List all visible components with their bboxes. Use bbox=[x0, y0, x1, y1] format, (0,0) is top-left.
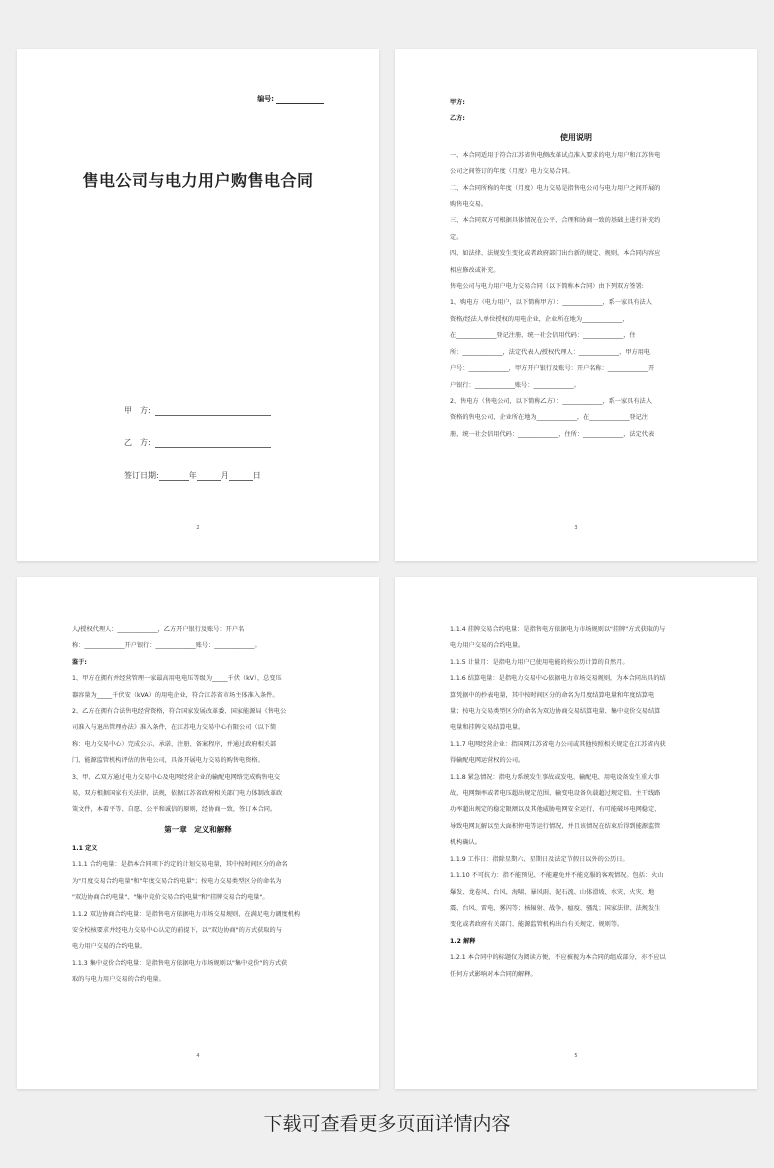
contract-title: 售电公司与电力用户购售电合同 bbox=[82, 171, 314, 190]
text-line: 资格/经法人单位授权的用电企业，企业所在地为_____________， bbox=[450, 315, 629, 323]
text-line: 1.1.7 电网经营企业：指国网江苏省电力公司或其他按照相关规定在江苏省内获 bbox=[450, 740, 666, 748]
text-line: 2、乙方在拥有合法售电经营资格，符合国家发展改革委、国家能源局《售电公 bbox=[72, 708, 287, 716]
day-label: 日 bbox=[252, 471, 261, 480]
year-blank bbox=[159, 480, 189, 481]
text-line: 资格的售电公司，企业所在地为_____________，在_____________登记注 bbox=[450, 414, 648, 422]
month-blank bbox=[197, 480, 221, 481]
sign-date-label: 签订日期: bbox=[124, 471, 159, 480]
page-number: 5 bbox=[574, 1053, 578, 1059]
page-4-body bbox=[72, 622, 324, 989]
text-line: 1、甲方在拥有并经营管理一家最高用电电压等级为_____千伏（kV），总变压 bbox=[72, 675, 282, 683]
page-2 bbox=[17, 49, 379, 561]
text-line: 在_____________登记注册，统一社会信用代码：_____________，住 bbox=[450, 332, 636, 340]
text-line: 机构确认。 bbox=[450, 839, 481, 847]
text-line: 变化或者政府有关部门、能源监管机构出台有关规定、规则等。 bbox=[450, 921, 624, 929]
text-line: 户银行：_____________账号：_____________。 bbox=[450, 381, 580, 389]
section-heading: 第一章 定义和解释 bbox=[164, 824, 232, 834]
year-label: 年 bbox=[188, 471, 197, 480]
text-line: 1.1.6 结算电量：是指电力交易中心依据电力市场交易规则，为本合同出具的结 bbox=[450, 675, 666, 683]
month-label: 月 bbox=[220, 471, 229, 480]
party-b-blank bbox=[155, 447, 271, 448]
text-line: 司准入与退出管理办法》准入条件，在江苏电力交易中心有限公司（以下简 bbox=[72, 724, 277, 732]
text-line: 取的与电力用户交易的合约电量。 bbox=[72, 976, 165, 984]
text-line: 功率超出规定的稳定限额以及其他威胁电网安全运行，有可能破坏电网稳定、 bbox=[450, 806, 661, 814]
text-line: 定。 bbox=[450, 233, 463, 241]
text-line: 1.2.1 本合同中的标题仅为阅读方便，不应被视为本合同的组成部分，亦不应以 bbox=[450, 954, 666, 962]
text-line: 公司之间签订的年度（月度）电力交易合同。 bbox=[450, 168, 574, 176]
text-line: 三、本合同双方可根据具体情况在公平、合理和协商一致的基础上进行补充约 bbox=[450, 217, 661, 225]
section-heading: 使用说明 bbox=[560, 132, 592, 142]
text-line: 电力用户交易的合约电量。 bbox=[450, 642, 525, 650]
party-a-row bbox=[124, 405, 271, 416]
party-a-label: 甲 方: bbox=[124, 406, 151, 415]
text-line: 甲方: bbox=[450, 99, 465, 106]
party-a-blank bbox=[155, 415, 271, 416]
text-line: 二、本合同所称的年度（月度）电力交易是指售电公司与电力用户之间开展的 bbox=[450, 184, 661, 192]
party-b-row bbox=[124, 437, 271, 448]
text-line: 1.2 解释 bbox=[450, 937, 476, 945]
text-line: 易，双方根据国家有关法律、法规，依据江苏省政府相关部门电力体制改革政 bbox=[72, 790, 283, 798]
text-line: 1.1.4 挂牌交易合约电量：是指售电方依据电力市场规则以"挂牌"方式获取的与 bbox=[450, 626, 666, 633]
text-line: 1.1.5 计量月：是指电力用户已使用电能的按公历计算的自然月。 bbox=[450, 658, 629, 666]
text-line: 故，电网频率或者电压超出规定范围、输变电设备负载超过规定值、主干线路 bbox=[450, 790, 661, 798]
text-line: 1.1.1 合约电量：是指本合同项下约定的计划交易电量，其中按时间区分的命名 bbox=[72, 861, 288, 869]
text-line: 任何方式影响对本合同的解释。 bbox=[450, 970, 537, 978]
serial-number bbox=[257, 94, 324, 104]
serial-blank bbox=[276, 103, 324, 104]
text-line: 为"月度交易合约电量"和"年度交易合约电量"；按电力交易类型区分的命名为 bbox=[72, 877, 282, 885]
text-line: 1.1.8 紧急情况：指电力系统发生事故或发电、输配电、用电设备发生重大事 bbox=[450, 773, 660, 781]
page-number: 3 bbox=[574, 525, 578, 531]
page-3-body bbox=[450, 95, 702, 443]
text-line: 爆发、龙卷风、台风、海啸、暴风雨、泥石流、山体滑坡、水灾、火灾、地 bbox=[450, 888, 655, 896]
text-line: 人/授权代理人：_____________，乙方开户银行及账号：开户名 bbox=[72, 626, 245, 633]
text-line: 1.1.2 双边协商合约电量：是指售电方依据电力市场交易规则，在满足电力调度机构 bbox=[72, 910, 301, 918]
text-line: 安全校核要求并经电力交易中心认定的前提下，以"双边协商"的方式获取的与 bbox=[72, 926, 282, 934]
text-line: 一、本合同适用于符合江苏省售电侧改革试点准入要求的电力用户和江苏售电 bbox=[450, 151, 661, 159]
sign-date-row bbox=[124, 470, 261, 481]
text-line: 得输配电网运营权的公司。 bbox=[450, 757, 525, 765]
page-3 bbox=[395, 49, 757, 561]
text-line: 器容量为_____千伏安（kVA）的用电企业，符合江苏省市场主体准入条件。 bbox=[72, 691, 279, 699]
text-line: 量；按电力交易类型区分的命名为双边协商交易结算电量、集中竞价交易结算 bbox=[450, 708, 661, 716]
text-line: 售电公司与电力用户电力交易合同（以下简称本合同）由下列双方签署: bbox=[450, 283, 644, 291]
text-line: 震、台风、雷电、雾闪等；核辐射、战争、瘟疫、骚乱；国家法律、法规发生 bbox=[450, 904, 661, 912]
text-line: 策文件，本着平等、自愿、公平和诚信的原则，经协商一致，签订本合同。 bbox=[72, 806, 277, 814]
text-line: 四、如法律、法规发生变化或者政府部门出台新的规定、规则，本合同内容应 bbox=[450, 250, 661, 258]
text-line: 所：_____________，法定代表人/授权代理人：_____________，甲方用电 bbox=[450, 348, 651, 356]
text-line: 户号：_____________，甲方开户银行及账号：开户名称：_____________开 bbox=[450, 365, 655, 373]
text-line: 1.1 定义 bbox=[72, 844, 98, 852]
page-5 bbox=[395, 577, 757, 1089]
text-line: 1、购电方（电力用户，以下简称甲方）：_____________，系一家具有法人 bbox=[450, 299, 652, 307]
text-line: 相应修改或补充。 bbox=[450, 266, 500, 274]
text-line: 鉴于: bbox=[72, 658, 87, 666]
text-line: 导致电网瓦解以至大面积停电等运行情况，并且该情况在结束后得到能源监管 bbox=[450, 822, 661, 830]
text-line: 2、售电方（售电公司，以下简称乙方）：_____________，系一家具有法人 bbox=[450, 397, 652, 405]
day-blank bbox=[229, 480, 253, 481]
text-line: 1.1.9 工作日：指除星期六、星期日及法定节假日以外的公历日。 bbox=[450, 855, 629, 863]
text-line: 购售电交易。 bbox=[450, 201, 488, 209]
page-4 bbox=[17, 577, 379, 1089]
text-line: 称：_____________开户银行：_____________账号：_____________。 bbox=[72, 642, 261, 650]
download-more-prompt[interactable]: 下载可查看更多页面详情内容 bbox=[263, 1113, 511, 1135]
text-line: 门、能源监管机构评估的售电公司，具备开展电力交易的购售电资格。 bbox=[72, 757, 264, 765]
text-line: 乙方: bbox=[450, 115, 465, 123]
text-line: 算凭据中的抄表电量，其中按时间区分的命名为月度结算电量和年度结算电 bbox=[450, 691, 655, 699]
text-line: 1.1.3 集中竞价合约电量：是指售电方依据电力市场规则以"集中竞价"的方式获 bbox=[72, 959, 288, 967]
party-b-label: 乙 方: bbox=[124, 438, 151, 447]
text-line: 称：电力交易中心）完成公示、承诺、注册、备案程序，并通过政府相关部 bbox=[72, 740, 277, 748]
page-number: 4 bbox=[196, 1053, 200, 1059]
page-number: 2 bbox=[196, 525, 200, 531]
text-line: 1.1.10 不可抗力：指不能预见、不能避免并不能克服的客观情况。包括：火山 bbox=[450, 872, 664, 880]
text-line: 电量和挂牌交易结算电量。 bbox=[450, 724, 525, 732]
page-5-body bbox=[450, 622, 702, 983]
text-line: 电力用户交易的合约电量。 bbox=[72, 943, 147, 951]
text-line: "双边协商合约电量"、"集中竞价交易合约电量"和"挂牌交易合约电量"。 bbox=[72, 894, 269, 902]
serial-label: 编号: bbox=[257, 95, 274, 103]
text-line: 册，统一社会信用代码：_____________，住所：_____________，法定代表 bbox=[450, 430, 655, 438]
text-line: 3、甲、乙双方通过电力交易中心及电网经营企业的输配电网络完成购售电交 bbox=[72, 773, 281, 781]
